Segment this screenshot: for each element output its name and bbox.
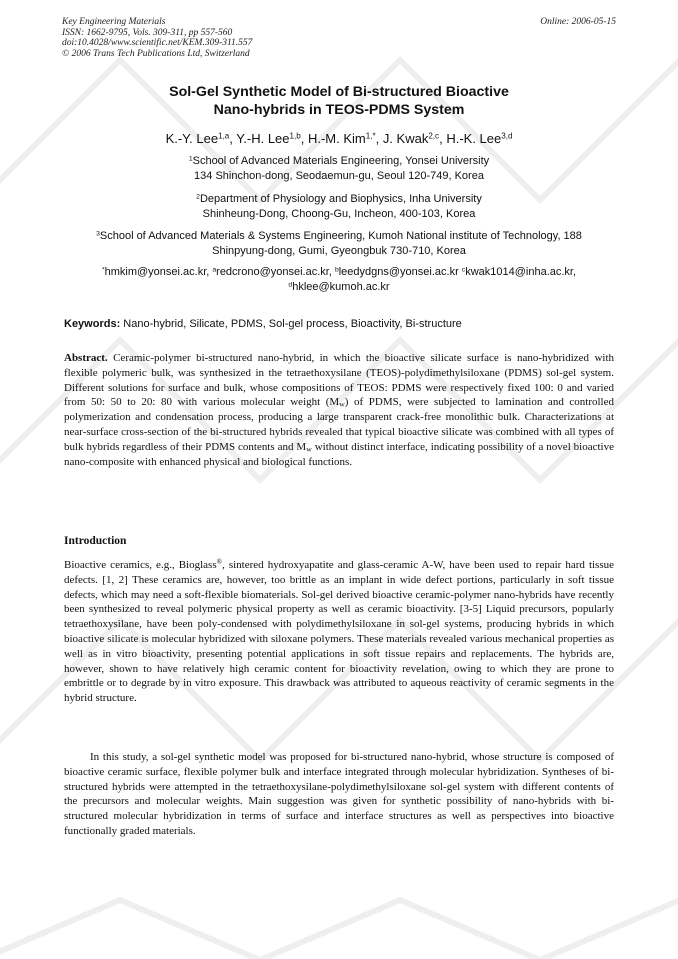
author-name: K.-Y. Lee [165, 131, 219, 146]
introduction-paragraph-2: In this study, a sol-gel synthetic model was proposed for bi-structured nano-hybrid, whose structure is composed of bioactive ceramic surface, flexible polymer bulk and interface integrated through molecular hybridization. Syntheses of bi-structured hybrids were attempted in the tetraethoxysilane-polydimethylsiloxane sol-gel system with different contents of the precursors and molecular weights. Main suggestion was given for synthetic possibility of nano-hybrids with bi-structured molecular hybridization in terms of surface and interface structures as well as perspectives into bioactive functionally graded materials. [64, 751, 614, 837]
section-heading-introduction: Introduction [64, 535, 127, 547]
registered-mark: ® [216, 558, 223, 567]
affiliation-sup: 2 [196, 193, 200, 201]
author-sup: 2,c [428, 131, 440, 141]
online-date: Online: 2006-05-15 [540, 17, 616, 27]
affiliation-address: Shinpyung-dong, Gumi, Gyeongbuk 730-710, Korea [212, 244, 466, 257]
email-link[interactable]: hklee@kumoh.ac.kr [292, 280, 390, 293]
copyright-line: © 2006 Trans Tech Publications Ltd, Switzerland [62, 48, 250, 59]
abstract-label: Abstract. [64, 352, 108, 364]
keywords-line [64, 318, 616, 330]
email-sup: * [101, 266, 105, 274]
abstract-paragraph [64, 351, 614, 469]
author-name: H.-K. Lee [446, 131, 502, 146]
author-sup: 1,a [218, 131, 230, 141]
affiliation-1 [62, 154, 616, 183]
journal-header [62, 17, 616, 59]
keywords-text: Nano-hybrid, Silicate, PDMS, Sol-gel process, Bioactivity, Bi-structure [120, 318, 462, 330]
affiliation-sup: 3 [96, 230, 100, 238]
doi-line: doi:10.4028/www.scientific.net/KEM.309-311.557 [62, 38, 253, 48]
affiliation-3 [62, 229, 616, 258]
title-line-2: Nano-hybrids in TEOS-PDMS System [213, 102, 465, 118]
email-link[interactable]: hmkim@yonsei.ac.kr, [104, 266, 213, 278]
email-list [62, 265, 616, 294]
issn-line: ISSN: 1662-9795, Vols. 309-311, pp 557-560 [62, 27, 233, 38]
body-text: , sintered hydroxyapatite and glass-ceramic A-W, have been used to repair hard tissue defects. [1, 2] These ceramics are, however, too brittle as an implant in wide defect portions, particularly in soft tissue defects, which may need a soft-flexible biomaterials. Sol-gel derived bioactive ceramic-polymer nano-hybrids have recently been synthesized to reveal polymeric physical property as well as ceramic bioactivity. [3-5] Liquid precursors, popularly tetraethoxysilane, have been poly-condensed with polydimethylsiloxane in sol-gel systems, producing hybrids in which bioactive silicate is molecular hybridized with siloxane polymers. These materials revealed various mechanical properties as well as in vitro bioactivity, presenting potential applications in soft tissue repairs and replacements. The hybrids are, however, shown to have relatively high ceramic content for bioactivity revelation, owing to which they are prone to embrittle or to degrade by in vitro exposure. This drawback was attributed to aqueous reactivity of ceramic segments in the hybrid structure. [64, 559, 614, 705]
abstract-text: without distinct interface, indicating possibility of a novel bioactive nano-composite with enhanced physical and biological functions. [64, 440, 614, 468]
affiliation-line: Department of Physiology and Biophysics, Inha University [199, 193, 482, 205]
author-sup: 3,d [501, 131, 513, 141]
affiliation-2 [62, 192, 616, 221]
author-sup: 1,* [365, 131, 376, 141]
email-sup: d [288, 280, 293, 288]
author-list: K.-Y. Lee$^{1,a}$, Y.-H. Lee$^{1,b}$, H.-M. Kim$^{1,*}$, J. Kwak$^{2,c}$, H.-K. Lee$^{3,d}$ [165, 131, 513, 146]
author-sup: 1,b [289, 131, 301, 141]
author-name: Y.-H. Lee [236, 131, 290, 146]
email-sup: a [212, 266, 217, 274]
email-sup: c [461, 266, 466, 274]
subscript: w [339, 399, 345, 409]
introduction-paragraph-1 [64, 558, 614, 706]
affiliation-address: Shinheung-Dong, Choong-Gu, Incheon, 400-103, Korea [202, 207, 476, 220]
journal-name: Key Engineering Materials [62, 17, 166, 27]
subscript: w [306, 444, 312, 454]
email-link[interactable]: redcrono@yonsei.ac.kr, [216, 266, 335, 278]
author-name: J. Kwak [382, 131, 429, 146]
affiliation-line: School of Advanced Materials & Systems Engineering, Kumoh National institute of Technology, 188 [99, 230, 582, 242]
affiliation-sup: 1 [188, 155, 193, 163]
email-sup: b [334, 266, 339, 274]
abstract-text: ) of PDMS, were subjected to lamination and controlled polymerization and condensation process, producing a large transparent crack-free monolithic bulk. Characterizations at near-surface cross-section of the bi-structured hybrids revealed that typical bioactive silicate was combined with all types of bulk hybrids regardless of their PDMS contents and M [64, 396, 614, 453]
author-name: H.-M. Kim [307, 131, 366, 146]
title-line-1: Sol-Gel Synthetic Model of Bi-structured Bioactive [169, 84, 509, 100]
affiliation-address: 134 Shinchon-dong, Seodaemun-gu, Seoul 120-749, Korea [194, 169, 484, 182]
paper-title [60, 83, 618, 119]
keywords-label: Keywords: [64, 318, 121, 330]
body-text: Bioactive ceramics, e.g., Bioglass [64, 559, 217, 571]
affiliation-line: School of Advanced Materials Engineering, Yonsei University [192, 155, 490, 167]
email-link[interactable]: leedydgns@yonsei.ac.kr [338, 266, 462, 278]
email-link[interactable]: kwak1014@inha.ac.kr, [465, 266, 577, 278]
abstract-text: Ceramic-polymer bi-structured nano-hybrid, in which the bioactive silicate surface is nano-hybridized with flexible polymeric bulk, was synthesized in the tetraethoxysilane (TEOS)-polydimethylsiloxane (PDMS) sol-gel system. Different solutions for surface and bulk, whose compositions of TEOS: PDMS were respectively fixed 100: 0 and varied from 50: 50 to 20: 80 with various molecular weight (M [64, 352, 614, 409]
